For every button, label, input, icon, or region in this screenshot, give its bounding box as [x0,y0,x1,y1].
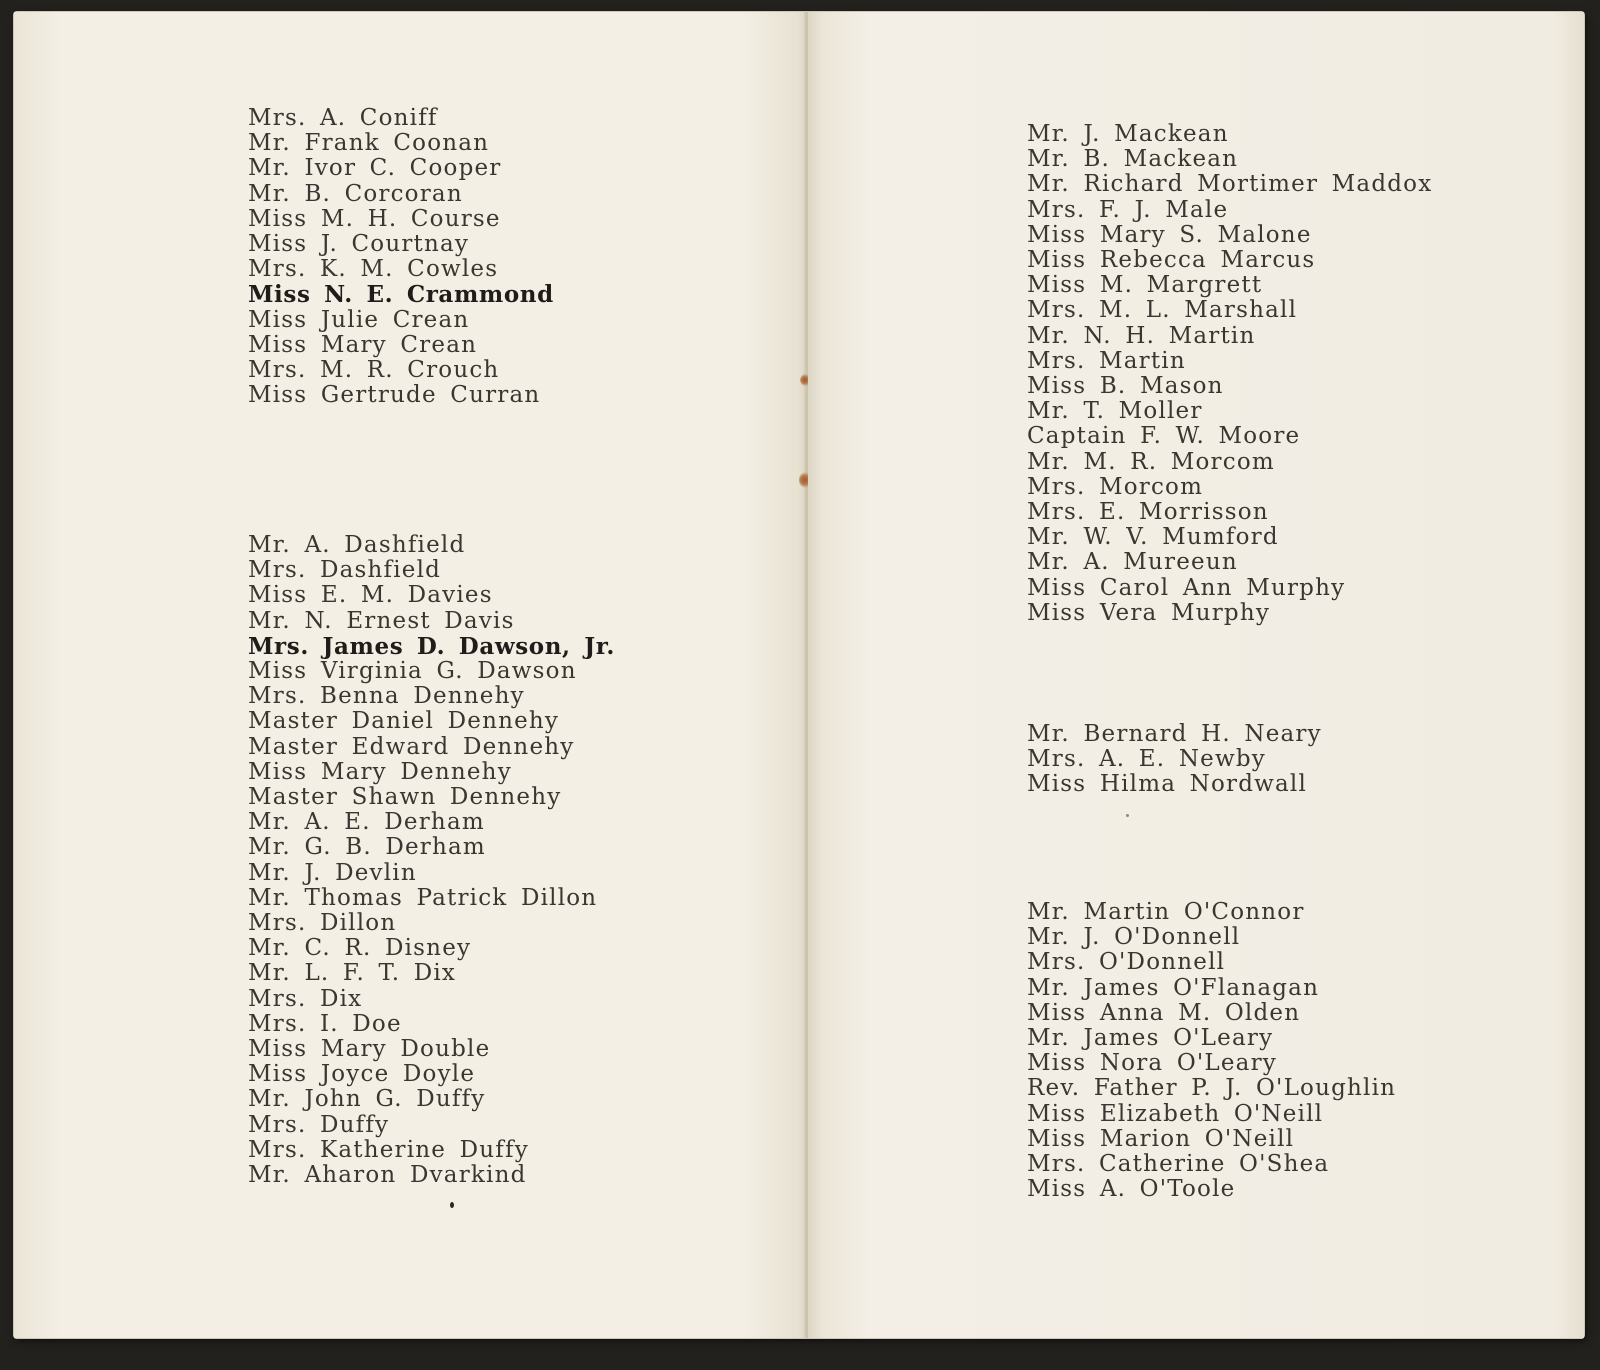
list-item: Mrs. M. L. Marshall [1027,297,1298,324]
list-item: Mr. A. Dashfield [248,532,466,558]
list-item: Miss Nora O'Leary [1027,1050,1277,1077]
list-item: Rev. Father P. J. O'Loughlin [1027,1075,1397,1102]
list-item: Captain F. W. Moore [1027,423,1301,450]
list-item: Mr. C. R. Disney [248,935,472,962]
list-item: Mr. Martin O'Connor [1027,899,1305,925]
list-item: Miss Mary Double [248,1036,491,1063]
list-item: Miss Mary S. Malone [1027,221,1312,248]
name-list-m [1027,122,1432,626]
list-item: Mr. B. Corcoran [248,180,463,207]
list-item: Mrs. Benna Dennehy [248,683,525,710]
list-item: Mr. A. E. Derham [248,809,485,836]
list-item: Mrs. M. R. Crouch [248,357,500,384]
list-item: Miss Carol Ann Murphy [1027,574,1346,601]
right-page [808,12,1584,1338]
list-item: Mr. N. Ernest Davis [248,607,515,634]
list-item: Miss Anna M. Olden [1027,999,1301,1026]
list-item: Mrs. A. Coniff [248,105,438,131]
list-item: Miss Marion O'Neill [1027,1125,1295,1152]
list-item: Mrs. K. M. Cowles [248,256,499,283]
ink-speck [1126,814,1129,817]
name-list-o [1027,900,1396,1202]
list-item: Miss B. Mason [1027,373,1224,400]
list-item: Miss Hilma Nordwall [1027,771,1308,798]
list-item: Mr. James O'Flanagan [1027,974,1320,1001]
list-item: Miss J. Courtnay [248,231,470,258]
list-item: Mrs. E. Morrisson [1027,499,1269,526]
name-list-n [1027,722,1322,798]
name-list-d [248,533,615,1188]
list-item: Mr. B. Mackean [1027,146,1239,173]
list-item: Mrs. Catherine O'Shea [1027,1151,1330,1178]
list-item: Miss Rebecca Marcus [1027,247,1316,274]
list-item: Mr. L. F. T. Dix [248,960,457,987]
list-item: Mr. T. Moller [1027,398,1203,425]
list-item: Mr. Aharon Dvarkind [248,1162,527,1189]
list-item: Mrs. Dashfield [248,557,442,584]
list-item: Mr. John G. Duffy [248,1086,486,1113]
list-item: Miss Julie Crean [248,306,470,333]
list-item: Mrs. Dix [248,985,363,1012]
list-item: Mr. Frank Coonan [248,130,490,157]
list-item: Miss Joyce Doyle [248,1061,476,1088]
list-item: Miss Mary Dennehy [248,758,512,785]
list-item: Mr. M. R. Morcom [1027,448,1275,475]
booklet [14,12,1584,1338]
list-item: Mrs. Duffy [248,1111,390,1138]
list-item: Master Edward Dennehy [248,733,575,760]
list-item: Miss M. H. Course [248,205,501,232]
list-item: Master Shawn Dennehy [248,784,562,811]
list-item: Mrs. F. J. Male [1027,196,1229,223]
list-item: Mr. Richard Mortimer Maddox [1027,171,1433,198]
list-item: Mr. Thomas Patrick Dillon [248,884,598,911]
list-item: Mrs. Katherine Duffy [248,1136,529,1163]
list-item: Mrs. O'Donnell [1027,949,1226,976]
list-item: Mr. N. H. Martin [1027,322,1256,349]
list-item: Mrs. Dillon [248,910,397,937]
list-item: Mrs. Martin [1027,347,1186,374]
list-item: Mrs. Morcom [1027,473,1204,500]
list-item: Mr. W. V. Mumford [1027,524,1279,551]
list-item: Mr. G. B. Derham [248,834,486,861]
list-item: Mr. A. Mureeun [1027,549,1238,576]
list-item: Mr. Bernard H. Neary [1027,721,1322,747]
list-item: Mr. J. Devlin [248,859,417,886]
left-page [14,12,806,1338]
list-item: Miss N. E. Crammond [248,281,554,309]
list-item: Miss Mary Crean [248,331,478,358]
list-item: Miss Gertrude Curran [248,382,541,409]
list-item: Mr. J. O'Donnell [1027,924,1241,951]
list-item: Miss M. Margrett [1027,272,1263,299]
list-item: Mr. J. Mackean [1027,121,1229,147]
list-item: Master Daniel Dennehy [248,708,560,735]
list-item: Miss E. M. Davies [248,582,493,609]
list-item: Mrs. I. Doe [248,1010,402,1037]
ink-speck [450,1202,454,1208]
list-item: Mr. James O'Leary [1027,1025,1274,1052]
list-item: Miss Virginia G. Dawson [248,658,577,685]
list-item: Mrs. A. E. Newby [1027,746,1266,773]
list-item: Mrs. James D. Dawson, Jr. [248,632,615,660]
list-item: Miss Elizabeth O'Neill [1027,1100,1324,1127]
list-item: Miss A. O'Toole [1027,1176,1236,1203]
name-list-c [248,106,554,408]
list-item: Miss Vera Murphy [1027,599,1271,626]
list-item: Mr. Ivor C. Cooper [248,155,502,182]
